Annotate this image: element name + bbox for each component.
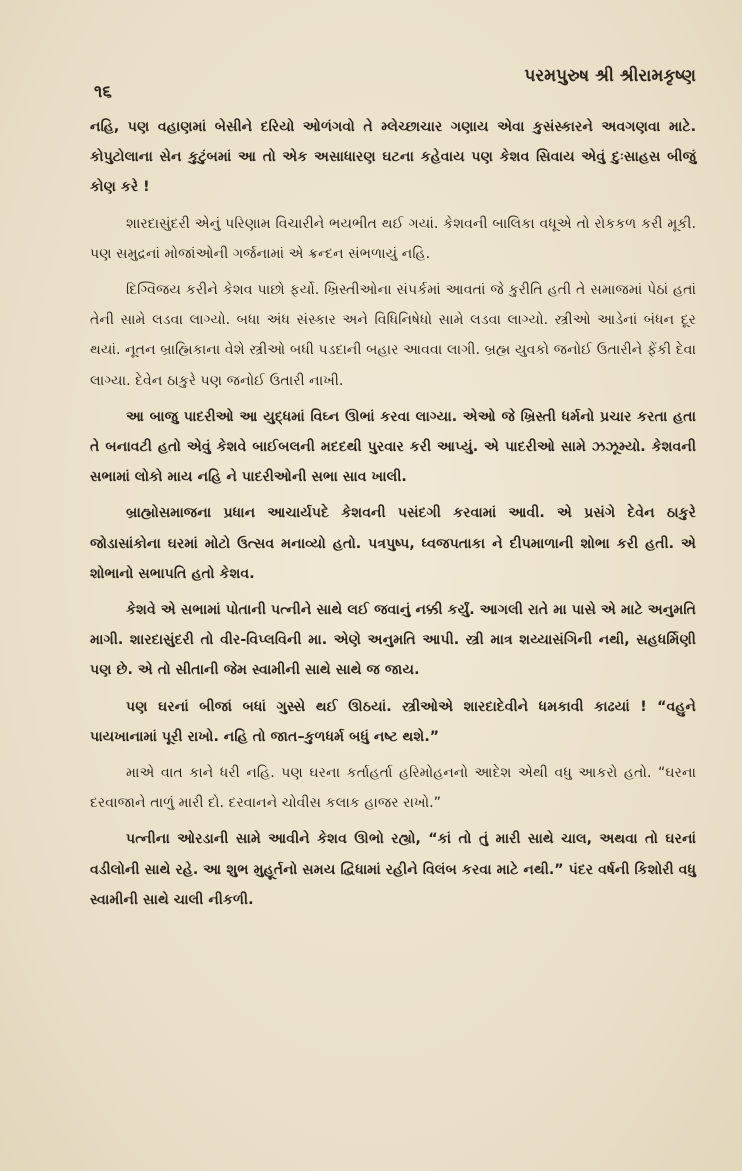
- paragraph-2: શારદાસુંદરી એનું પરિણામ વિચારીને ભયભીત થઈ ગયાં. કેશવની બાલિકા વધૂએ તો રોકકળ કરી મૂકી. પણ સમુદ્રનાં મોજાંઓની ગર્જનામાં એ ક્રન્દન સંભળાયું નહિ.: [90, 215, 696, 262]
- paragraph-4: આ બાજુ પાદરીઓ આ યુદ્ધમાં વિઘ્ન ઊભાં કરવા લાગ્યા. એઓ જે ખ્રિસ્તી ધર્મનો પ્રચાર કરતા હતા તે બનાવટી હતો એવું કેશવે બાઈબલની મદદથી પુરવાર કરી આપ્યું. એ પાદરીઓ સામે ઝઝૂમ્યો. કેશવની સભામાં લોકો માય નહિ ને પાદરીઓની સભા સાવ ખાલી.: [90, 408, 696, 486]
- paragraph-6: કેશવે એ સભામાં પોતાની પત્નીને સાથે લઈ જવાનું નક્કી કર્યું. આગલી રાતે મા પાસે એ માટે અનુમતિ માગી. શારદાસુંદરી તો વીર-વિપ્લવિની મા. એણે અનુમતિ આપી. સ્ત્રી માત્ર શય્યાસંગિની નથી, સહધર્મિણી પણ છે. એ તો સીતાની જેમ સ્વામીની સાથે સાથે જ જાય.: [90, 602, 696, 679]
- page-number: ૧૬: [94, 82, 112, 102]
- body-text: [90, 112, 696, 921]
- paragraph-3: દિગ્વિજય કરીને કેશવ પાછો ફર્યો. ખ્રિસ્તીઓના સંપર્કમાં આવતાં જે કુરીતિ હતી તે સમાજમાં પેઠાં હતાં તેની સામે લડવા લાગ્યો. બધા અંધ સંસ્કાર અને વિધિનિષેધો સામે લડવા લાગ્યો. સ્ત્રીઓ આડેનાં બંધન દૂર થયાં. નૂતન બ્રાહ્મિકાના વેશે સ્ત્રીઓ બધી પડદાની બહાર આવવા લાગી. બ્રહ્મ યુવકો જનોઈ ઉતારીને ફેંકી દેવા લાગ્યા. દેવેન ઠાકુરે પણ જનોઈ ઉતારી નાખી.: [90, 282, 696, 389]
- paragraph-1: નહિ, પણ વહાણમાં બેસીને દરિયો ઓળંગવો તે મ્લેચ્છાચાર ગણાય એવા કુસંસ્કારને અવગણવા માટે. કોપુટોલાના સેન કુટુંબમાં આ તો એક અસાધારણ ઘટના કહેવાય પણ કેશવ સિવાય એવું દુઃસાહસ બીજું કોણ કરે !: [90, 119, 696, 196]
- running-header: પરમપુરુષ શ્રી શ્રીરામકૃષ્ણ: [524, 66, 696, 86]
- paragraph-5: બ્રાહ્મોસમાજના પ્રધાન આચાર્યપદે કેશવની પસંદગી કરવામાં આવી. એ પ્રસંગે દેવેન ઠાકુરે જોડાસાંકોના ઘરમાં મોટો ઉત્સવ મનાવ્યો હતો. પત્રપુષ્પ, ધ્વજપતાકા ને દીપમાળાની શોભા કરી હતી. એ શોભાનો સભાપતિ હતો કેશવ.: [90, 505, 696, 582]
- paragraph-7: પણ ઘરનાં બીજાં બધાં ગુસ્સે થઈ ઊઠયાં. સ્ત્રીઓએ શારદાદેવીને ધમકાવી કાઢયાં ! “વહુને પાયખાનામાં પૂરી રાખો. નહિ તો જાત–કુળધર્મ બધું નષ્ટ થશે.”: [90, 698, 696, 745]
- paragraph-9: પત્નીના ઓરડાની સામે આવીને કેશવ ઊભો રહ્યો, “કાં તો તું મારી સાથે ચાલ, અથવા તો ઘરનાં વડીલોની સાથે રહે. આ શુભ મુહૂર્તનો સમય દ્વિધામાં રહીને વિલંબ કરવા માટે નથી.” પંદર વર્ષની કિશોરી વધુ સ્વામીની સાથે ચાલી નીકળી.: [90, 831, 696, 908]
- paragraph-8: માએ વાત કાને ધરી નહિ. પણ ઘરના કર્તાહર્તા હરિમોહનનો આદેશ એથી વધુ આકરો હતો. “ઘરના દરવાજાને તાળું મારી દો. દરવાનને ચોવીસ કલાક હાજર રાખો.”: [90, 765, 696, 812]
